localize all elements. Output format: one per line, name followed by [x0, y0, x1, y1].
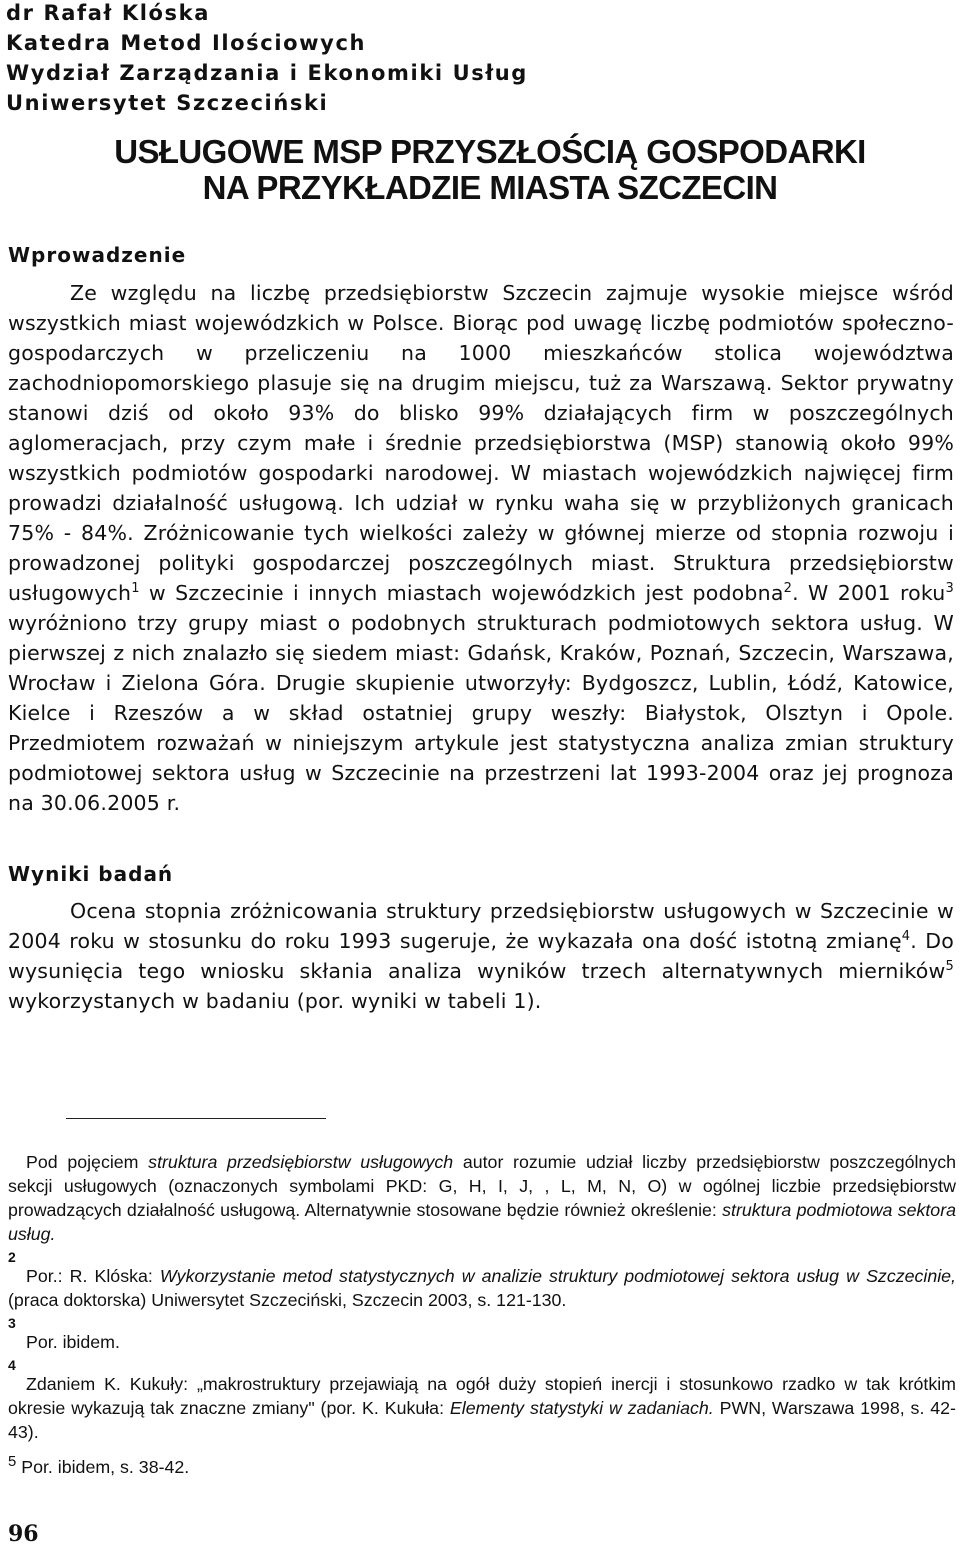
author-name: dr Rafał Klóska — [6, 1, 210, 25]
page-number: 96 — [8, 1521, 39, 1547]
footnote-ref-3[interactable]: 3 — [945, 581, 954, 597]
results-text-b: . Do wysunięcia tego wniosku skłania analiza wyników trzech alternatywnych mierników — [8, 929, 954, 983]
footnote-3: Por. ibidem. — [26, 1332, 120, 1352]
intro-paragraph — [8, 278, 954, 818]
intro-text-b: w Szczecinie i innych miastach wojewódzkich jest podobna — [139, 581, 784, 605]
author-faculty: Wydział Zarządzania i Ekonomiki Usług — [6, 61, 528, 85]
intro-heading: Wprowadzenie — [8, 243, 187, 267]
footnote-ref-2[interactable]: 2 — [783, 581, 793, 597]
footnote-5-mark: 5 — [8, 1454, 17, 1470]
results-text-a: Ocena stopnia zróżnicowania struktury przedsiębiorstw usługowych w Szczecinie w 2004 roku w stosunku do roku 1993 sugeruje, że wykazała ona dość istotną zmianę — [8, 899, 954, 953]
results-paragraph — [8, 896, 954, 1016]
footnote-2: Por.: R. Klóska: Wykorzystanie metod statystycznych w analizie struktury podmiotowej sektora usług w Szczecinie, (praca doktorska) Uniwersytet Szczeciński, Szczecin 2003, s. 121-130. — [8, 1266, 956, 1310]
author-university: Uniwersytet Szczeciński — [6, 91, 329, 115]
footnote-1: Pod pojęciem struktura przedsiębiorstw usługowych autor rozumie udział liczby przedsiębiorstw poszczególnych sekcji usługowych (oznaczonych symbolami PKD: G, H, I, J, , L, M, N, O) w ogólnej liczbie przedsiębiorstw prowadzących działalność usługową. Alternatywnie stosowane będzie również określenie: struktura podmiotowa sektora usług. — [8, 1152, 957, 1244]
intro-text-d: wyróżniono trzy grupy miast o podobnych strukturach podmiotowych sektora usług. W pierwszej z nich znalazło się siedem miast: Gdańsk, Kraków, Poznań, Szczecin, Warszawa, Wrocław i Zielona Góra. Drugie skupienie utworzyły: Bydgoszcz, Lublin, Łódź, Katowice, Kielce i Rzeszów a w skład ostatniej grupy weszły: Białystok, Olsztyn i Opole. Przedmiotem rozważań w niniejszym artykule jest statystyczna analiza zmian struktury podmiotowej sektora usług w Szczecinie na przestrzeni lat 1993-2004 oraz jej prognoza na 30.06.2005 r. — [8, 611, 954, 815]
title-line-1: USŁUGOWE MSP PRZYSZŁOŚCIĄ GOSPODARKI — [114, 133, 866, 170]
footnote-ref-1[interactable]: 1 — [131, 581, 140, 597]
footnotes — [8, 1150, 956, 1479]
footnote-ref-4[interactable]: 4 — [901, 929, 911, 945]
footnote-2-mark: 2 — [8, 1249, 16, 1265]
footnote-ref-5[interactable]: 5 — [945, 959, 954, 975]
results-text-c: wykorzystanych w badaniu (por. wyniki w tabeli 1). — [8, 989, 542, 1013]
article-title — [40, 134, 940, 206]
footnote-5: $^5$ Por. ibidem, s. 38-42. — [8, 1454, 190, 1477]
author-department: Katedra Metod Ilościowych — [6, 31, 367, 55]
intro-text-a: Ze względu na liczbę przedsiębiorstw Szczecin zajmuje wysokie miejsce wśród wszystkich miast wojewódzkich w Polsce. Biorąc pod uwagę liczbę podmiotów społeczno-gospodarczych w przeliczeniu na 1000 mieszkańców stolica województwa zachodniopomorskiego plasuje się na drugim miejscu, tuż za Warszawą. Sektor prywatny stanowi dziś od około 93% do blisko 99% działających firm w poszczególnych aglomeracjach, przy czym małe i średnie przedsiębiorstwa (MSP) stanowią około 99% wszystkich podmiotów gospodarki narodowej. W miastach wojewódzkich najwięcej firm prowadzi działalność usługową. Ich udział w rynku waha się w przybliżonych granicach 75% - 84%. Zróżnicowanie tych wielkości zależy w głównej mierze od stopnia rozwoju i prowadzonej polityki gospodarczej poszczególnych miast. Struktura przedsiębiorstw usługowych — [8, 281, 954, 605]
footnote-separator — [66, 1118, 326, 1119]
title-line-2: NA PRZYKŁADZIE MIASTA SZCZECIN — [202, 169, 778, 206]
footnote-3-mark: 3 — [8, 1315, 16, 1331]
footnote-4-mark: 4 — [8, 1357, 16, 1373]
results-heading: Wyniki badań — [8, 862, 174, 886]
intro-text-c: . W 2001 roku — [792, 581, 946, 605]
footnote-4: Zdaniem K. Kukuły: „makrostruktury przejawiają na ogół duży stopień inercji i stosunkowo rzadko w tak krótkim okresie wykazują tak znaczne zmiany" (por. K. Kukuła: Elementy statystyki w zadaniach. PWN, Warszawa 1998, s. 42-43). — [8, 1374, 956, 1442]
author-block — [6, 0, 528, 118]
